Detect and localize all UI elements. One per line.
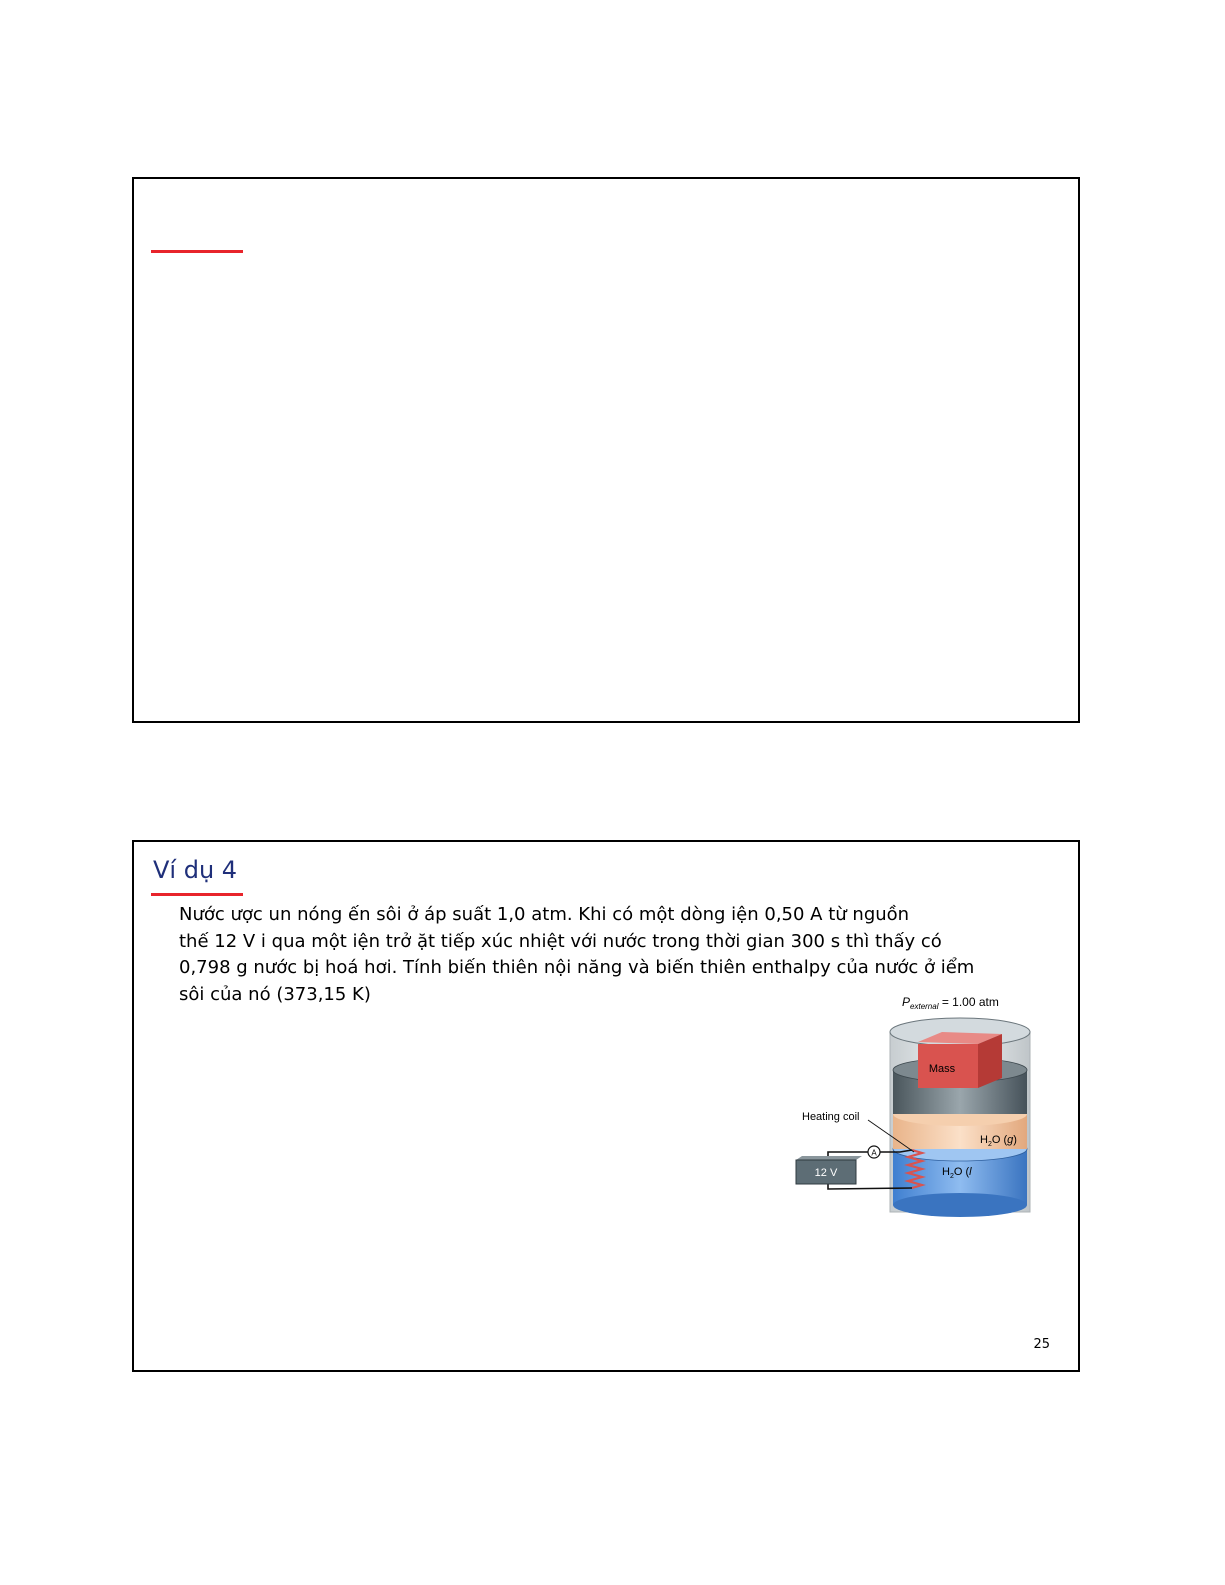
slide-title: Ví dụ 4 (153, 856, 238, 884)
battery-label: 12 V (814, 1167, 838, 1179)
slide-1 (132, 177, 1080, 723)
liquid-phase-label: $H_2O$ (l (942, 1166, 972, 1180)
mass-label: Mass (928, 1063, 956, 1075)
problem-line: 0,798 g nước bị hoá hơi. Tính biến thiên nội năng và biến thiên enthalpy của nước ở iểm (179, 957, 975, 978)
problem-line: Nước ược un nóng ến sôi ở áp suất 1,0 atm. Khi có một dòng iện 0,50 A từ nguồn (179, 904, 910, 925)
title-underline (151, 250, 243, 253)
ammeter-label: A (871, 1148, 877, 1158)
heating-coil-label: Heating coil (802, 1111, 860, 1123)
piston-cylinder-diagram (790, 992, 1050, 1227)
problem-line: thế 12 V i qua một iện trở ặt tiếp xúc nhiệt với nước trong thời gian 300 s thì thấy có (179, 930, 942, 952)
problem-line: sôi của nó (373,15 K) (179, 983, 371, 1005)
title-underline (151, 893, 243, 896)
pressure-label: $P_{external} = 1.00$ atm (902, 995, 999, 1011)
gas-phase-label: $H_2O$ (g) (980, 1134, 1017, 1148)
page-number: 25 (1033, 1337, 1050, 1352)
battery-top (796, 1156, 862, 1160)
slide-2 (132, 840, 1080, 1372)
piston-cylinder-figure (790, 992, 1050, 1227)
water-bottom (893, 1193, 1027, 1217)
